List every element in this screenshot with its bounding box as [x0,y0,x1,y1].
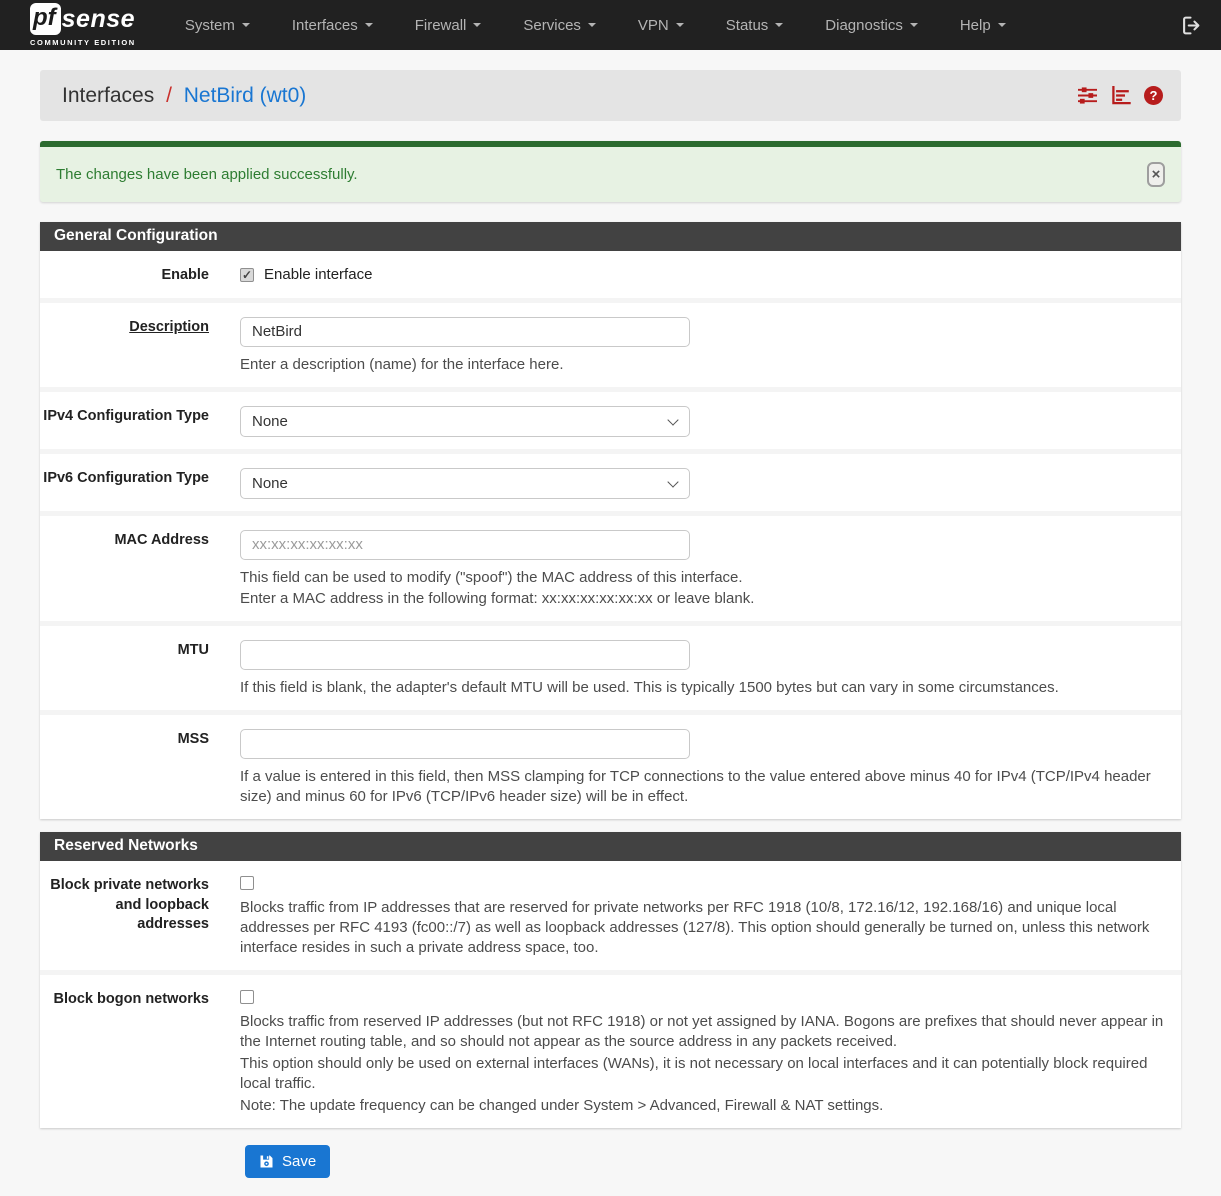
mac-address-row [40,511,1181,622]
mac-address-help-1: This field can be used to modify ("spoof") the MAC address of this interface. [240,568,743,586]
chevron-down-icon [242,23,250,27]
chevron-down-icon [676,23,684,27]
reserved-networks-panel [40,832,1181,1128]
mss-input[interactable] [240,729,690,759]
page-header [40,70,1181,121]
general-configuration-title: General Configuration [40,222,1181,251]
nav-item-status[interactable]: Status [705,0,805,50]
block-bogon-networks-help-2: This option should only be used on external interfaces (WANs), it is not necessary on local interfaces and it can potentially block required local traffic. [240,1054,1148,1092]
nav-menu [164,0,1180,50]
nav-item-interfaces[interactable]: Interfaces [271,0,394,50]
ipv4-configuration-select[interactable] [240,406,690,437]
mtu-row [40,621,1181,710]
chevron-down-icon [473,23,481,27]
breadcrumb-separator: / [166,83,172,107]
status-chart-icon[interactable] [1111,86,1131,105]
block-bogon-networks-label: Block bogon networks [53,991,209,1007]
mtu-input[interactable] [240,640,690,670]
enable-row [40,251,1181,298]
description-label: Description [129,318,209,335]
mac-address-help-2: Enter a MAC address in the following format: xx:xx:xx:xx:xx:xx or leave blank. [240,590,755,608]
block-bogon-networks-row [40,970,1181,1128]
block-bogon-networks-help-3: Note: The update frequency can be changed under System > Advanced, Firewall & NAT settings. [240,1096,884,1114]
ipv4-configuration-label: IPv4 Configuration Type [43,407,209,424]
breadcrumb-page-link[interactable]: NetBird (wt0) [183,83,307,107]
pfsense-logo[interactable] [30,3,136,47]
nav-item-firewall[interactable]: Firewall [394,0,503,50]
close-icon[interactable]: × [1147,162,1165,187]
ipv6-configuration-row [40,449,1181,511]
mss-label: MSS [177,731,209,748]
mss-help: If a value is entered in this field, then MSS clamping for TCP connections to the value entered above minus 40 for IPv4 (TCP/IPv4 header size) and minus 60 for IPv6 (TCP/IPv6 header size) will be in effect. [240,768,1151,806]
top-navbar [0,0,1221,50]
nav-item-help[interactable]: Help [939,0,1027,50]
success-alert [40,141,1181,202]
chevron-down-icon [998,23,1006,27]
chevron-down-icon [775,23,783,27]
block-private-networks-help: Blocks traffic from IP addresses that are reserved for private networks per RFC 1918 (10/8, 172.16/12, 192.168/16) and unique local addresses per RFC 4193 (fc00::/7) as well as loopback addresses (127/8). This option should generally be turned on, unless this network interface resides in such a private address space, too. [240,899,1150,957]
ipv4-configuration-row [40,387,1181,449]
block-bogon-networks-checkbox[interactable] [240,990,254,1004]
nav-item-services[interactable]: Services [502,0,617,50]
mtu-label: MTU [177,642,209,659]
chevron-down-icon [910,23,918,27]
help-icon[interactable]: ? [1144,86,1163,105]
nav-item-diagnostics[interactable]: Diagnostics [804,0,939,50]
enable-label: Enable [161,267,209,283]
save-button[interactable] [245,1145,330,1178]
mss-row [40,710,1181,819]
general-configuration-panel [40,222,1181,819]
block-private-networks-label: Block private networks and loopback addresses [50,877,209,933]
logo-sense: sense [61,4,136,33]
block-private-networks-checkbox[interactable] [240,876,254,890]
page-header-icons [1077,86,1163,105]
logo-edition: COMMUNITY EDITION [30,38,136,47]
chevron-down-icon [365,23,373,27]
description-input[interactable] [240,317,690,347]
floppy-disk-icon [259,1154,274,1169]
enable-interface-checkbox-label: Enable interface [264,266,373,283]
chevron-down-icon [588,23,596,27]
form-actions [245,1145,1181,1178]
block-private-networks-row [40,861,1181,970]
ipv6-configuration-select[interactable] [240,468,690,499]
nav-item-system[interactable]: System [164,0,271,50]
related-settings-icon[interactable] [1077,86,1098,105]
mtu-help: If this field is blank, the adapter's default MTU will be used. This is typically 1500 bytes but can vary in some circumstances. [240,679,1059,697]
nav-item-vpn[interactable]: VPN [617,0,705,50]
enable-interface-checkbox[interactable] [240,268,254,282]
breadcrumb-section: Interfaces [62,83,155,107]
sign-out-icon[interactable] [1180,15,1201,36]
description-row [40,298,1181,387]
reserved-networks-title: Reserved Networks [40,832,1181,861]
success-alert-message: The changes have been applied successfully. [56,166,358,183]
breadcrumb [62,84,306,108]
mac-address-label: MAC Address [114,531,209,548]
block-bogon-networks-help-1: Blocks traffic from reserved IP addresses (but not RFC 1918) or not yet assigned by IANA. Bogons are prefixes that should never appear in the Internet routing table, and so should not appear as the source address in any packets received. [240,1013,1164,1050]
logo-pf: pf [30,3,61,35]
save-button-label: Save [282,1152,317,1170]
ipv6-configuration-label: IPv6 Configuration Type [43,469,209,486]
mac-address-input[interactable] [240,530,690,560]
description-help: Enter a description (name) for the interface here. [240,355,564,373]
